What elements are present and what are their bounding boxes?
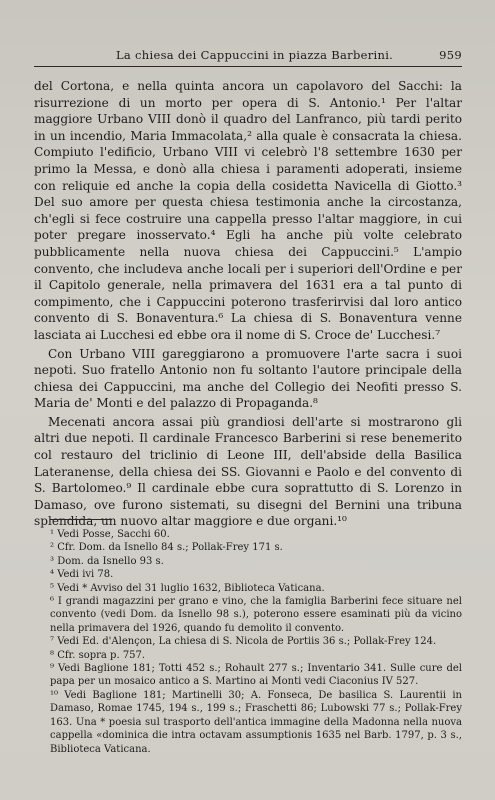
footnote-2: ² Cfr. Dom. da Isnello 84 s.; Pollak-Frey 171 s.	[50, 542, 283, 554]
footnote-8: ⁸ Cfr. sopra p. 757.	[50, 649, 146, 661]
main-text	[34, 78, 462, 530]
footnote-6: ⁶ I grandi magazzini per grano e vino, che la famiglia Barberini fece situare nel convento (vedi Dom. da Isnello 98 s.), poterono essere esaminati più da vicino nella primavera del 1926, quando fu demolito il convento.	[50, 596, 462, 634]
header-rule	[34, 66, 462, 67]
footnote-7: ⁷ Vedi Ed. d'Alençon, La chiesa di S. Nicola de Portiis 36 s.; Pollak-Frey 124.	[50, 636, 437, 648]
page-number: 959	[439, 48, 462, 62]
footnote-1: ¹ Vedi Posse, Sacchi 60.	[50, 529, 170, 540]
footnote-4: ⁴ Vedi ivi 78.	[50, 569, 114, 581]
running-title: La chiesa dei Cappuccini in piazza Barberini.	[116, 48, 394, 62]
footnote-separator	[50, 519, 112, 520]
running-head	[34, 48, 462, 62]
paragraph-3: Mecenati ancora assai più grandiosi dell'arte si mostrarono gli altri due nepoti. Il cardinale Francesco Barberini si rese benemerito col restauro del triclinio di Leone III, dell'abside della Basilica Lateranense, della chiesa dei SS. Giovanni e Paolo e del convento di S. Bartolomeo.⁹ Il cardinale ebbe cura soprattutto di S. Lorenzo in Damaso, ove furono sistemati, su disegni del Bernini una tribuna splendida, un nuovo altar maggiore e due organi.¹⁰	[34, 414, 462, 529]
footnote-5: ⁵ Vedi * Avviso del 31 luglio 1632, Biblioteca Vaticana.	[50, 582, 325, 594]
paragraph-2: Con Urbano VIII gareggiarono a promuovere l'arte sacra i suoi nepoti. Suo fratello Antonio non fu soltanto l'autore principale della chiesa dei Cappuccini, ma anche del Collegio dei Neofiti presso S. Maria de' Monti e del palazzo di Propaganda.⁸	[34, 346, 462, 411]
footnote-9: ⁹ Vedi Baglione 181; Totti 452 s.; Rohault 277 s.; Inventario 341. Sulle cure del papa per un mosaico antico a S. Martino ai Monti vedi Ciaconius IV 527.	[50, 663, 462, 688]
footnote-10: ¹⁰ Vedi Baglione 181; Martinelli 30; A. Fonseca, De basilica S. Laurentii in Damaso, Romae 1745, 194 s., 199 s.; Fraschetti 86; Lubowski 77 s.; Pollak-Frey 163. Una * poesia sul trasporto dell'antica immagine della Madonna nella nuova cappella «dominica die intra octavam assumptionis 1635 nel Barb. 1797, p. 3 s., Biblioteca Vaticana.	[50, 689, 462, 755]
footnotes	[34, 528, 462, 756]
paragraph-1: del Cortona, e nella quinta ancora un capolavoro del Sacchi: la risurrezione di un morto per opera di S. Antonio.¹ Per l'altar maggiore Urbano VIII donò il quadro del Lanfranco, più tardi perito in un incendio, Maria Immacolata,² alla quale è consacrata la chiesa. Compiuto l'edificio, Urbano VIII vi celebrò l'8 settembre 1630 per primo la Messa, e donò alla chiesa i paramenti adoperati, insieme con reliquie ed anche la copia della cosidetta Navicella di Giotto.³ Del suo amore per questa chiesa testimonia anche la circostanza, ch'egli si fece costruire una cappella presso l'altar maggiore, in cui poter pregare inosservato.⁴ Egli ha anche più volte celebrato pubblicamente nella nuova chiesa dei Cappuccini.⁵ L'ampio convento, che includeva anche locali per i superiori dell'Ordine e per il Capitolo generale, nella primavera del 1631 era a tal punto di compimento, che i Cappuccini poterono trasferirvisi dal loro antico convento di S. Bonaventura.⁶ La chiesa di S. Bonaventura venne lasciata ai Lucchesi ed ebbe ora il nome di S. Croce de' Lucchesi.⁷	[34, 79, 462, 342]
footnote-3: ³ Dom. da Isnello 93 s.	[50, 555, 164, 567]
